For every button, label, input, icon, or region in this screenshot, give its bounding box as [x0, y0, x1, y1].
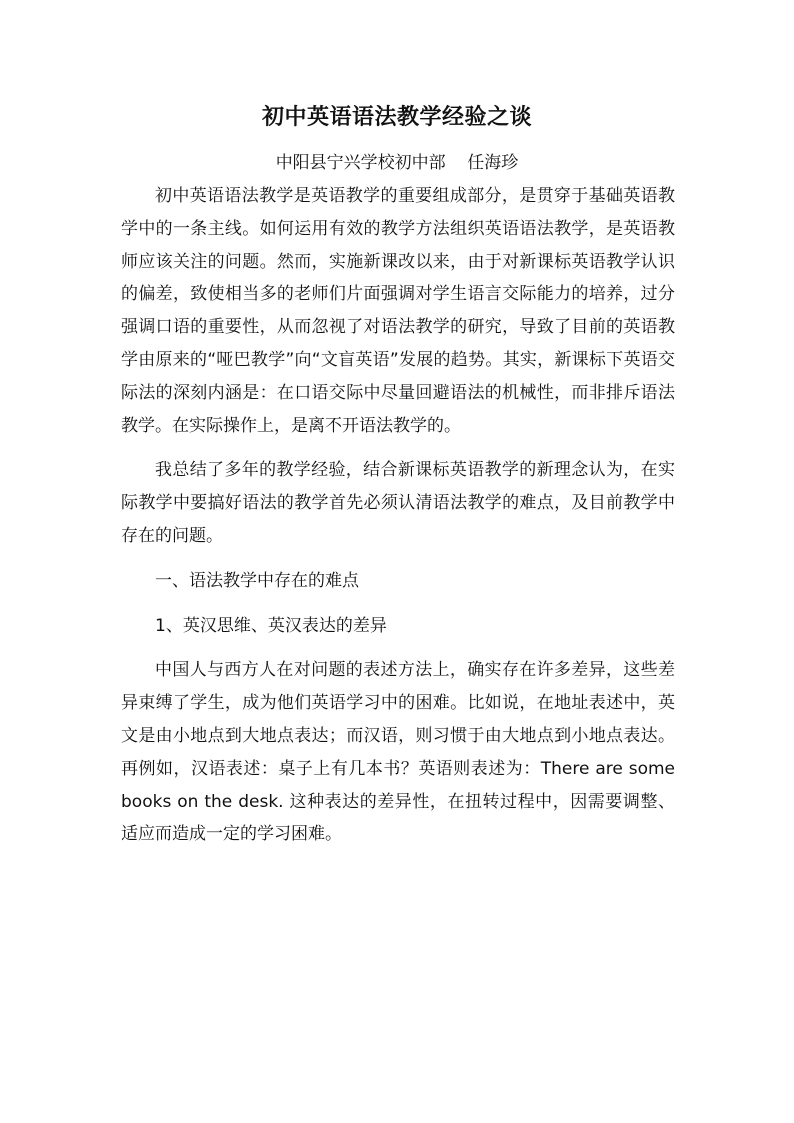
document-title: 初中英语语法教学经验之谈 [261, 104, 532, 130]
paragraph-summary: 我总结了多年的教学经验，结合新课标英语教学的新理念认为，在实际教学中要搞好语法的教学首先必须认清语法教学的难点，及目前教学中存在的问题。 [121, 460, 675, 546]
paragraph-differences: 中国人与西方人在对问题的表述方法上，确实存在许多差异，这些差异束缚了学生，成为他们英语学习中的困难。比如说，在地址表述中，英文是由小地点到大地点表达；而汉语，则习惯于由大地点到小地点表达。再例如，汉语表述：桌子上有几本书？英语则表述为：There are some books on the desk. 这种表达的差异性，在扭转过程中，因需要调整、适应而造成一定的学习困难。 [121, 660, 675, 845]
subsection-heading: 1、英汉思维、英汉表达的差异 [155, 615, 387, 636]
paragraph-intro: 初中英语语法教学是英语教学的重要组成部分，是贯穿于基础英语教学中的一条主线。如何运用有效的教学方法组织英语语法教学，是英语教师应该关注的问题。然而，实施新课改以来，由于对新课标英语教学认识的偏差，致使相当多的老师们片面强调对学生语言交际能力的培养，过分强调口语的重要性，从而忽视了对语法教学的研究，导致了目前的英语教学由原来的“哑巴教学”向“文盲英语”发展的趋势。其实，新课标下英语交际法的深刻内涵是：在口语交际中尽量回避语法的机械性，而非排斥语法教学。在实际操作上，是离不开语法教学的。 [121, 186, 675, 436]
section-heading: 一、语法教学中存在的难点 [155, 570, 359, 591]
document-body [121, 180, 675, 853]
author-byline: 中阳县宁兴学校初中部 任海珍 [275, 153, 519, 173]
